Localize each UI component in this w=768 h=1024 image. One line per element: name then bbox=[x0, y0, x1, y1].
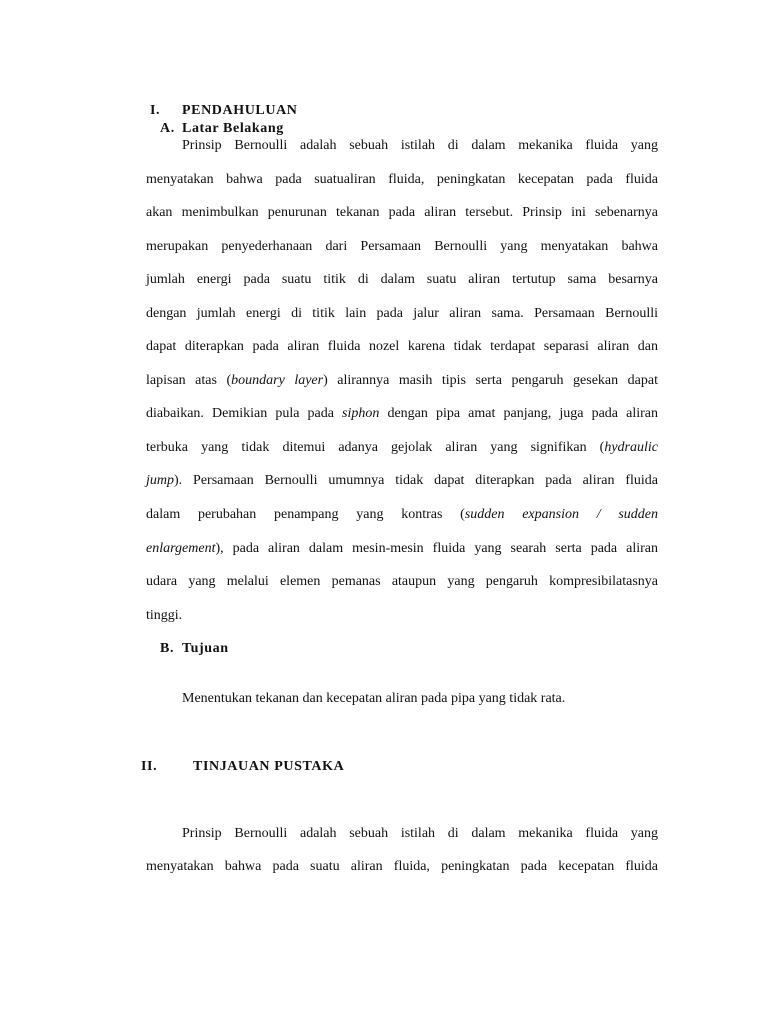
subsection-a-letter: A. bbox=[160, 121, 175, 136]
paragraph-line: menyatakan bahwa pada suatualiran fluida, peningkatan kecepatan pada fluida bbox=[146, 172, 658, 187]
section-1-heading bbox=[150, 103, 298, 119]
paragraph-line: jumlah energi pada suatu titik di dalam suatu aliran tertutup sama besarnya bbox=[146, 272, 658, 287]
subsection-b-title: Tujuan bbox=[182, 641, 229, 656]
paragraph-line: terbuka yang tidak ditemui adanya gejolak aliran yang signifikan (hydraulic bbox=[146, 440, 658, 455]
italic-term: jump bbox=[146, 473, 174, 488]
paragraph-line: jump). Persamaan Bernoulli umumnya tidak dapat diterapkan pada aliran fluida bbox=[146, 473, 658, 488]
paragraph-line: merupakan penyederhanaan dari Persamaan Bernoulli yang menyatakan bahwa bbox=[146, 239, 658, 254]
subsection-b-letter: B. bbox=[160, 641, 175, 656]
paragraph-line: dapat diterapkan pada aliran fluida nozel karena tidak terdapat separasi aliran dan bbox=[146, 339, 658, 354]
paragraph-line: diabaikan. Demikian pula pada siphon dengan pipa amat panjang, juga pada aliran bbox=[146, 406, 658, 421]
paragraph-line: enlargement), pada aliran dalam mesin-mesin fluida yang searah serta pada aliran bbox=[146, 541, 658, 556]
paragraph-line: tinggi. bbox=[146, 608, 183, 623]
paragraph-line: menyatakan bahwa pada suatu aliran fluida, peningkatan pada kecepatan fluida bbox=[146, 859, 658, 874]
paragraph-line: Prinsip Bernoulli adalah sebuah istilah di dalam mekanika fluida yang bbox=[182, 138, 658, 153]
subsection-a-title: Latar Belakang bbox=[182, 121, 284, 136]
paragraph-line: Prinsip Bernoulli adalah sebuah istilah di dalam mekanika fluida yang bbox=[182, 826, 658, 841]
paragraph-line: lapisan atas (boundary layer) alirannya masih tipis serta pengaruh gesekan dapat bbox=[146, 373, 658, 388]
italic-term: siphon bbox=[342, 406, 380, 421]
paragraph-line: dengan jumlah energi di titik lain pada jalur aliran sama. Persamaan Bernoulli bbox=[146, 306, 658, 321]
paragraph-line: dalam perubahan penampang yang kontras (sudden expansion / sudden bbox=[146, 507, 658, 522]
italic-term: hydraulic bbox=[604, 440, 658, 455]
subsection-b-heading bbox=[160, 641, 229, 657]
italic-term: enlargement bbox=[146, 541, 216, 556]
section-2-title: TINJAUAN PUSTAKA bbox=[193, 759, 345, 774]
section-2-heading bbox=[141, 759, 344, 775]
section-1-number: I. bbox=[150, 103, 161, 118]
subsection-a-heading bbox=[160, 121, 284, 137]
section-2-number: II. bbox=[141, 759, 158, 774]
paragraph-line: udara yang melalui elemen pemanas ataupun yang pengaruh kompresibilatasnya bbox=[146, 574, 658, 589]
italic-term: sudden expansion / sudden bbox=[464, 507, 658, 522]
tujuan-text: Menentukan tekanan dan kecepatan aliran pada pipa yang tidak rata. bbox=[182, 691, 566, 706]
paragraph-line: akan menimbulkan penurunan tekanan pada aliran tersebut. Prinsip ini sebenarnya bbox=[146, 205, 658, 220]
section-1-title: PENDAHULUAN bbox=[182, 103, 298, 118]
italic-term: boundary layer bbox=[231, 373, 324, 388]
